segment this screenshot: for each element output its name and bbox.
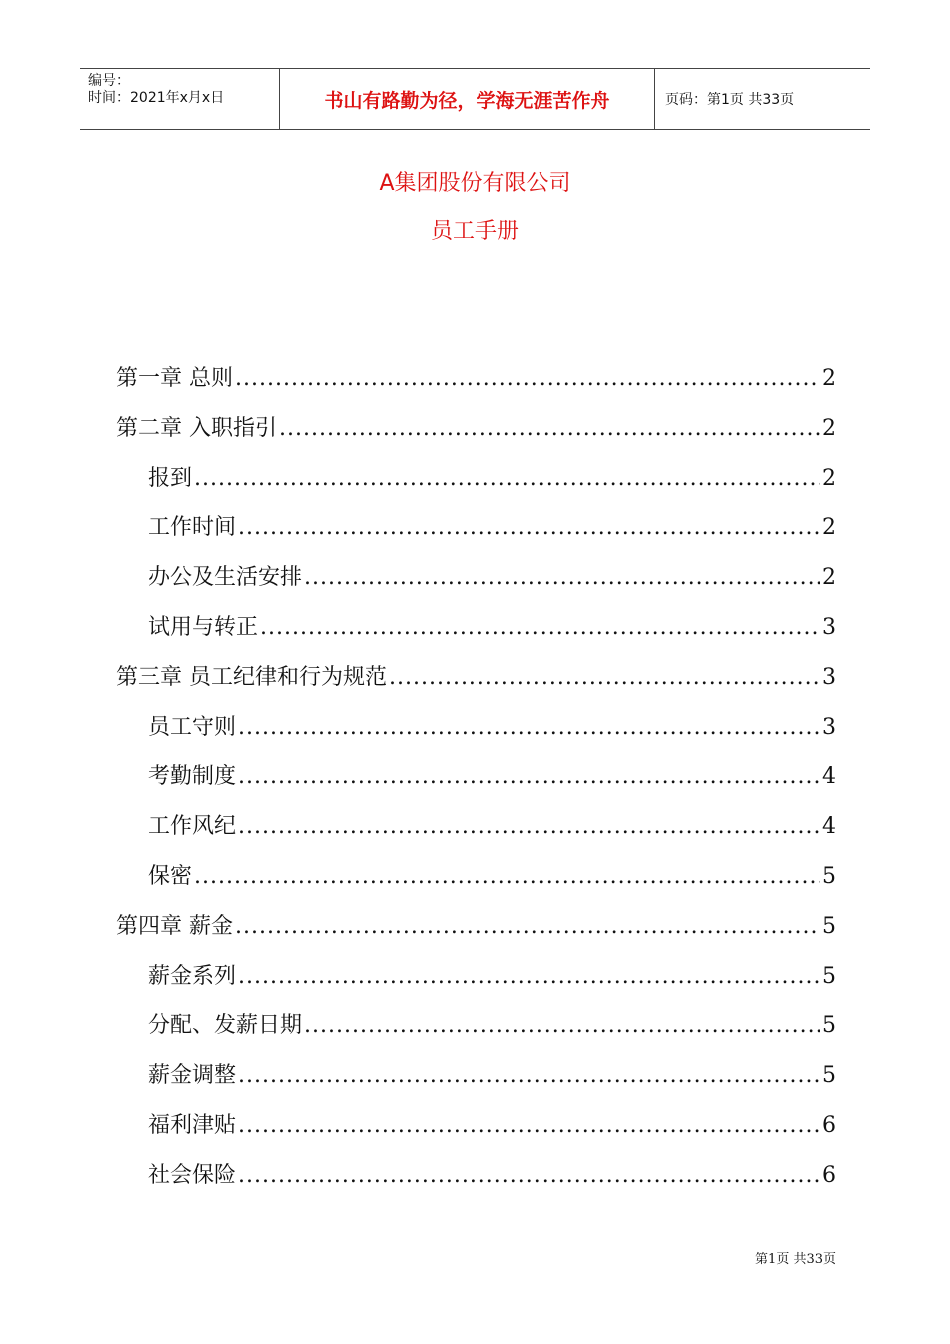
toc-entry-page: 2 — [822, 366, 836, 391]
toc-entry-label: 薪金调整 — [148, 1063, 237, 1089]
toc-entry[interactable] — [116, 412, 836, 446]
toc-entry[interactable] — [148, 960, 836, 994]
toc-entry-page: 2 — [822, 465, 836, 491]
header-motto: 书山有路勤为径，学海无涯苦作舟 — [280, 69, 655, 129]
toc-entry-label: 工作时间 — [148, 515, 237, 541]
company-title: A集团股份有限公司 — [379, 171, 571, 196]
toc-leader-dots — [238, 760, 820, 794]
toc-entry[interactable] — [148, 561, 836, 595]
toc-entry-page: 5 — [822, 864, 836, 889]
toc-entry[interactable] — [148, 1109, 836, 1143]
toc-entry[interactable] — [148, 711, 836, 745]
toc-entry-label: 第一章 总则 — [116, 366, 233, 391]
toc-entry[interactable] — [148, 860, 836, 894]
toc-entry-label: 保密 — [148, 864, 193, 889]
toc-entry-page: 6 — [822, 1113, 836, 1138]
toc-entry-page: 2 — [822, 515, 836, 541]
toc-leader-dots — [304, 561, 820, 595]
toc-entry[interactable] — [148, 611, 836, 645]
toc-leader-dots — [235, 362, 820, 396]
toc-entry-label: 试用与转正 — [148, 615, 259, 640]
toc-entry[interactable] — [116, 362, 836, 396]
toc-entry-label: 工作风纪 — [148, 814, 237, 840]
toc-entry[interactable] — [148, 511, 836, 545]
toc-entry[interactable] — [148, 462, 836, 496]
toc-entry-label: 考勤制度 — [148, 764, 237, 790]
toc-entry-label: 分配、发薪日期 — [148, 1013, 303, 1039]
toc-entry-page: 4 — [822, 814, 836, 840]
toc-entry-label: 第二章 入职指引 — [116, 415, 277, 441]
toc-leader-dots — [238, 511, 820, 545]
toc-entry-label: 社会保险 — [148, 1162, 237, 1188]
toc-entry-label: 福利津贴 — [148, 1113, 237, 1138]
toc-entry-page: 6 — [822, 1162, 836, 1188]
document-title: 员工手册 — [430, 219, 519, 244]
toc-entry-label: 报到 — [148, 465, 193, 491]
toc-leader-dots — [260, 611, 820, 645]
toc-entry-page: 2 — [822, 415, 836, 441]
toc-leader-dots — [238, 1109, 820, 1143]
time-label: 时间：2021年x月x日 — [88, 90, 225, 106]
toc-entry-page: 3 — [822, 664, 836, 690]
page-footer: 第1页 共33页 — [755, 1252, 836, 1267]
toc-entry[interactable] — [116, 910, 836, 944]
toc-entry-page: 3 — [822, 714, 836, 740]
toc-entry-page: 5 — [822, 1013, 836, 1039]
toc-entry-label: 第三章 员工纪律和行为规范 — [116, 664, 387, 690]
toc-leader-dots — [279, 412, 820, 446]
toc-entry[interactable] — [148, 810, 836, 844]
toc-entry-page: 5 — [822, 1063, 836, 1089]
toc-entry-label: 第四章 薪金 — [116, 913, 233, 939]
toc-entry-label: 薪金系列 — [148, 963, 237, 989]
toc-entry[interactable] — [116, 661, 836, 695]
toc-entry-page: 2 — [822, 565, 836, 591]
toc-entry-page: 5 — [822, 963, 836, 989]
toc-entry-page: 3 — [822, 615, 836, 640]
toc-entry[interactable] — [148, 760, 836, 794]
toc-entry[interactable] — [148, 1009, 836, 1043]
toc-leader-dots — [235, 910, 820, 944]
number-label: 编号： — [88, 73, 130, 89]
toc-leader-dots — [194, 462, 820, 496]
toc-leader-dots — [389, 661, 820, 695]
toc-entry[interactable] — [148, 1059, 836, 1093]
header-page-info: 页码：第1页 共33页 — [665, 92, 795, 108]
toc-leader-dots — [238, 1159, 820, 1193]
toc-entry[interactable] — [148, 1159, 836, 1193]
toc-leader-dots — [304, 1009, 820, 1043]
toc-leader-dots — [238, 810, 820, 844]
toc-leader-dots — [238, 1059, 820, 1093]
toc-leader-dots — [238, 960, 820, 994]
page-header — [80, 68, 870, 130]
toc-entry-page: 5 — [822, 913, 836, 939]
toc-entry-label: 员工守则 — [148, 714, 237, 740]
toc-leader-dots — [238, 711, 820, 745]
toc-entry-label: 办公及生活安排 — [148, 565, 303, 591]
toc-leader-dots — [194, 860, 820, 894]
header-meta — [80, 69, 280, 129]
toc-entry-page: 4 — [822, 764, 836, 790]
